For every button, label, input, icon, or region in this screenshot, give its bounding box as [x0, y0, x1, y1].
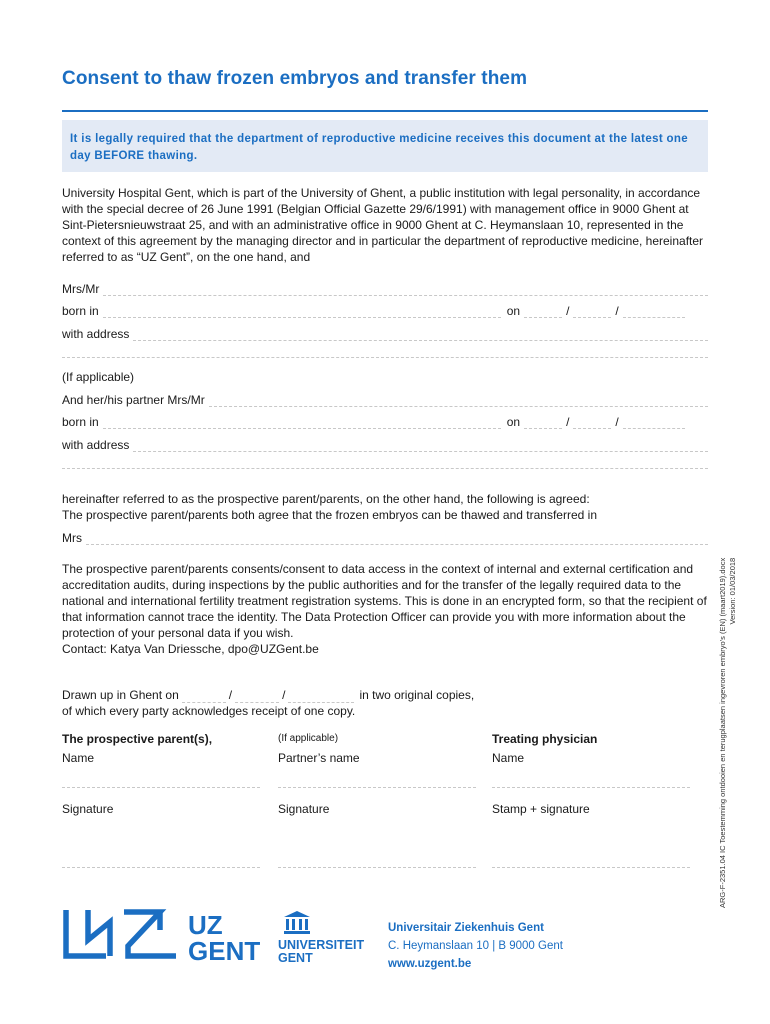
document-filename: ARG-F-2351.04 IC Toestemming ontdooien en terugplaatsen ingevroren embryo's (EN) (maart2019).docx — [718, 557, 727, 908]
document-reference-note — [718, 558, 738, 908]
date-slash: / — [566, 304, 570, 318]
drawn-year-field[interactable] — [288, 692, 354, 703]
hereinafter-text: hereinafter referred to as the prospective parent/parents, on the other hand, the following is agreed: — [62, 492, 590, 506]
partner-birth-year-field[interactable] — [623, 418, 685, 429]
legal-notice: It is legally required that the department of reproductive medicine receives this document at the latest one day BEFORE thawing. — [62, 120, 708, 172]
signature-column-parents — [62, 731, 213, 816]
drawn-month-field[interactable] — [235, 692, 279, 703]
birthplace-field[interactable] — [103, 307, 501, 318]
mrs-mr-label: Mrs/Mr — [62, 282, 100, 296]
partner-name-field[interactable] — [209, 396, 708, 407]
address-row — [62, 325, 708, 341]
hospital-website-link[interactable]: www.uzgent.be — [388, 958, 472, 970]
date-slash: / — [228, 688, 233, 702]
data-access-paragraph: The prospective parent/parents consents/consent to data access in the context of internal and external certification and accreditation audits, during inspections by the public authorities and for the transfer of the legally required data to the national and international fertility treatment registration systems. This is done in an encrypted form, so that the recipient of that information cannot trace the identity. The Data Protection Officer can provide you with more information about the protection of your personal data if you wish. — [62, 562, 707, 640]
partner-row — [62, 391, 708, 407]
physician-signature-label: Stamp + signature — [492, 802, 590, 816]
born-in-label: born in — [62, 304, 99, 318]
uz-wordmark-line2: GENT — [188, 936, 261, 966]
hospital-street: C. Heymanslaan 10 | B 9000 Gent — [388, 940, 563, 952]
contact-line: Contact: Katya Van Driessche, dpo@UZGent.be — [62, 642, 319, 656]
page-title: Consent to thaw frozen embryos and transfer them — [62, 68, 528, 89]
parents-signature-field[interactable] — [62, 867, 260, 868]
parents-signature-label: Signature — [62, 802, 114, 816]
physician-signature-field[interactable] — [492, 867, 690, 868]
mrs-mr-field[interactable] — [103, 285, 708, 296]
date-slash: / — [615, 304, 619, 318]
signature-column-partner — [278, 731, 360, 816]
date-slash: / — [615, 415, 619, 429]
drawn-up-prefix: Drawn up in Ghent on — [62, 688, 179, 702]
physician-heading: Treating physician — [492, 732, 598, 746]
birth-month-field[interactable] — [573, 307, 611, 318]
birth-year-field[interactable] — [623, 307, 685, 318]
uz-gent-logo-mark — [62, 906, 182, 962]
partner-heading: (If applicable) — [278, 733, 339, 744]
mrs-mr-row — [62, 280, 708, 296]
partner-signature-field[interactable] — [278, 867, 476, 868]
birth-day-field[interactable] — [524, 307, 562, 318]
address-field[interactable] — [133, 330, 708, 341]
drawn-up-line2: of which every party acknowledges receipt of one copy. — [62, 704, 356, 718]
parents-name-label: Name — [62, 751, 95, 765]
partner-name-label: Partner’s name — [278, 751, 360, 765]
physician-name-label: Name — [492, 751, 525, 765]
hospital-name: Universitair Ziekenhuis Gent — [388, 922, 544, 934]
partner-birth-day-field[interactable] — [524, 418, 562, 429]
university-building-icon — [283, 910, 311, 936]
partner-label: And her/his partner Mrs/Mr — [62, 393, 205, 407]
mrs-field[interactable] — [86, 534, 708, 545]
address-label: with address — [62, 438, 130, 452]
partner-born-in-row — [62, 413, 708, 429]
intro-paragraph: University Hospital Gent, which is part of the University of Ghent, a public institution with legal personality, in accordance with the special decree of 26 June 1991 (Belgian Official Gazette 29/6/1991) with management office in 9000 Ghent at Sint-Pietersnieuwstraat 25, and with an administrative office in 9000 Ghent at C. Heymanslaan 10, represented in the context of this agreement by the managing director and in particular the department of reproductive medicine, hereinafter referred to as “UZ Gent”, on the one hand, and — [62, 186, 704, 264]
parents-heading: The prospective parent(s), — [62, 732, 213, 746]
ug-wordmark-line2: GENT — [278, 951, 313, 965]
on-label: on — [506, 304, 521, 318]
mrs-row — [62, 529, 708, 545]
if-applicable-label: (If applicable) — [62, 370, 135, 384]
hospital-address-block — [388, 919, 563, 973]
uz-wordmark-line1: UZ — [188, 910, 223, 940]
born-in-label: born in — [62, 415, 99, 429]
address-field-line2[interactable] — [62, 357, 708, 358]
born-in-row — [62, 302, 708, 318]
drawn-up-row — [62, 687, 474, 703]
partner-address-row — [62, 436, 708, 452]
date-slash: / — [282, 688, 286, 702]
universiteit-gent-logo — [278, 939, 364, 965]
uz-gent-wordmark — [188, 912, 260, 964]
partner-signature-label: Signature — [278, 802, 330, 816]
on-label: on — [506, 415, 521, 429]
partner-address-field-line2[interactable] — [62, 468, 708, 469]
drawn-up-suffix: in two original copies, — [359, 688, 475, 702]
partner-birthplace-field[interactable] — [103, 418, 501, 429]
drawn-day-field[interactable] — [182, 692, 226, 703]
signature-column-physician — [492, 731, 598, 816]
physician-name-field[interactable] — [492, 787, 690, 788]
document-version: Version: 01/03/2018 — [728, 557, 737, 625]
title-divider — [62, 110, 708, 112]
if-applicable-row — [62, 368, 708, 384]
parents-name-field[interactable] — [62, 787, 260, 788]
partner-birth-month-field[interactable] — [573, 418, 611, 429]
agreement-text: The prospective parent/parents both agree that the frozen embryos can be thawed and transferred in — [62, 508, 597, 522]
ug-wordmark-line1: UNIVERSITEIT — [278, 938, 365, 952]
partner-name-sign-field[interactable] — [278, 787, 476, 788]
partner-address-field[interactable] — [133, 441, 708, 452]
date-slash: / — [566, 415, 570, 429]
mrs-label: Mrs — [62, 531, 82, 545]
address-label: with address — [62, 327, 130, 341]
